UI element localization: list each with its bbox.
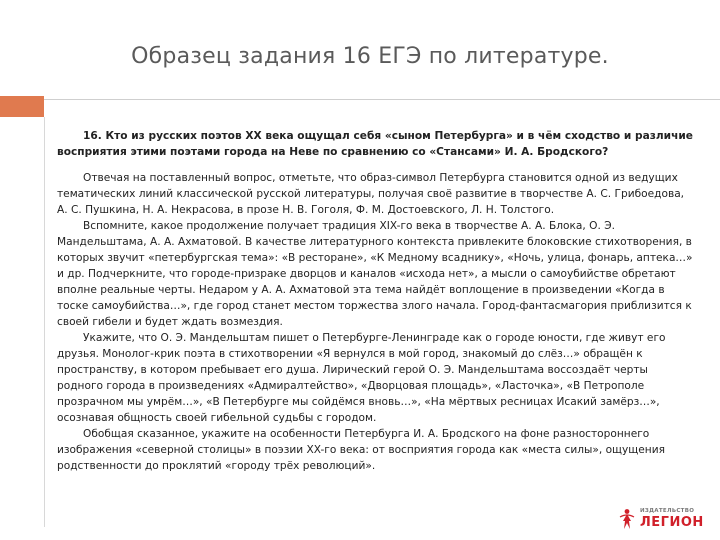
answer-paragraph: Вспомните, какое продолжение получает традиция XIX-го века в творчестве А. А. Блока, О. Э. Мандельштама, А. А. Ахматовой. В качестве литературного контекста привлеките блоковские стихотворения, в которых звучит «петербургская тема»: «В ресторане», «К Медному всаднику», «Ночь, улица, фонарь, аптека…» и др. Подчеркните, что городе-призраке дворцов и каналов «исхода нет», а мысли о самоубийстве обретают вполне реальные черты. Недаром у А. А. Ахматовой эта тема найдёт воплощение в произведении «Когда в тоске самоубийства…», где город станет местом торжества злого начала. Город-фантасмагория приблизится к своей гибели и будет ждать возмездия. [57,220,693,328]
logo-publisher-label: ИЗДАТЕЛЬСТВО [640,508,695,514]
answer-paragraph: Укажите, что О. Э. Мандельштам пишет о Петербурге-Ленинграде как о городе юности, где живут его друзья. Монолог-крик поэта в стихотворении «Я вернулся в мой город, знакомый до слёз…» обращён к пространству, в котором пребывает его душа. Лирический герой О. Э. Мандельштама воссоздаёт черты родного города в произведениях «Адмиралтейство», «Дворцовая площадь», «Ласточка», «В Петрополе прозрачном мы умрём…», «В Петербурге мы сойдёмся вновь…», «На мёртвых ресницах Исакий замёрз…», осознавая общность своей гибельной судьбы с городом. [57,332,666,424]
title-divider [0,99,720,100]
legion-figure-icon [618,508,636,530]
left-divider [44,117,45,527]
logo-name: ЛЕГИОН [640,515,704,530]
task-content [57,128,697,474]
answer-paragraph: Обобщая сказанное, укажите на особенности Петербурга И. А. Бродского на фоне разностороннего изображения «северной столицы» в поэзии XX-го века: от восприятия города как «места силы», ощущения родственности до проклятий «городу трёх революций». [57,428,665,472]
publisher-logo [618,506,714,532]
task-question: 16. Кто из русских поэтов XX века ощущал себя «сыном Петербурга» и в чём сходство и различие восприятия этими поэтами города на Неве по сравнению со «Стансами» И. А. Бродского? [57,130,693,158]
slide-title: Образец задания 16 ЕГЭ по литературе. [131,44,609,69]
answer-paragraph: Отвечая на поставленный вопрос, отметьте, что образ-символ Петербурга становится одной из ведущих тематических линий классической русской литературы, получая своё развитие в творчестве А. С. Грибоедова, А. С. Пушкина, Н. А. Некрасова, в прозе Н. В. Гоголя, Ф. М. Достоевского, Л. Н. Толстого. [57,172,685,216]
accent-bar [0,96,44,117]
